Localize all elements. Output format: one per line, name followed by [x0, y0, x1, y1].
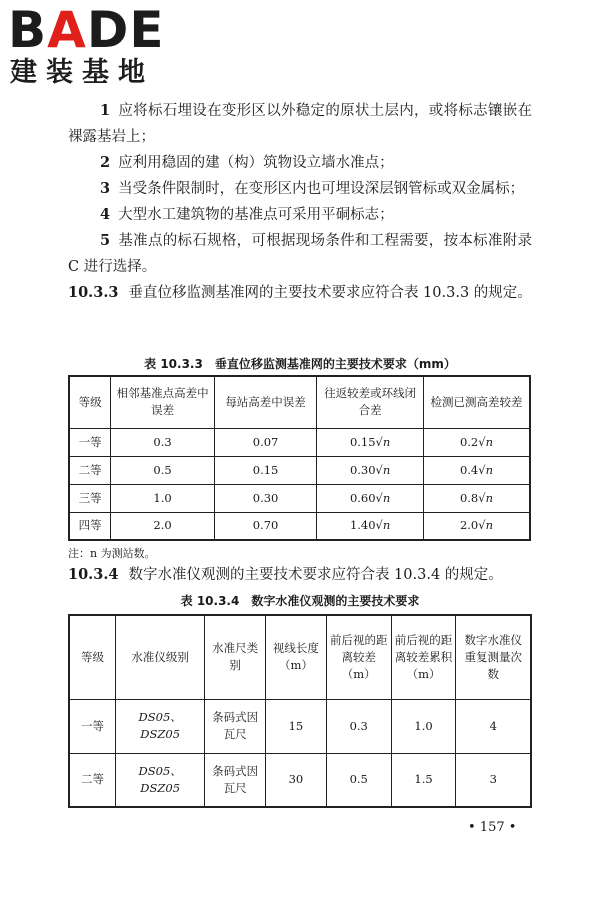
- table-cell: 0.8√n: [423, 484, 530, 512]
- table-cell: 1.0: [111, 484, 214, 512]
- table-10-3-4-caption: 表 10.3.4 数字水准仪观测的主要技术要求: [180, 594, 420, 608]
- table-row: [69, 512, 530, 540]
- list-item: 2 应利用稳固的建（构）筑物设立墙水准点；: [100, 154, 394, 171]
- table-header-cell: 数字水准仪重复测量次数: [456, 615, 531, 699]
- logo-subtitle: 建装基地: [10, 57, 154, 88]
- bade-logo: [8, 1, 183, 90]
- requirement-list: [68, 98, 532, 306]
- table-cell: 2.0: [111, 512, 214, 540]
- table-cell: 0.2√n: [423, 428, 530, 456]
- table-cell: 二等: [69, 456, 111, 484]
- logo-wordmark: BADE: [8, 1, 165, 59]
- table-cell: 1.40√n: [317, 512, 424, 540]
- table-cell: 0.30: [214, 484, 317, 512]
- table-note: 注：n 为测站数。: [68, 547, 156, 560]
- table-header-row: [69, 376, 530, 428]
- table-header-cell: 等级: [69, 376, 111, 428]
- table-cell: 0.3: [111, 428, 214, 456]
- table-cell: 0.30√n: [317, 456, 424, 484]
- table-cell: 1.0: [391, 699, 456, 753]
- table-cell: 一等: [69, 699, 116, 753]
- table-cell: 0.07: [214, 428, 317, 456]
- table-cell: 条码式因瓦尺: [205, 753, 266, 807]
- table-cell: 30: [266, 753, 327, 807]
- table-header-cell: 检测已测高差较差: [423, 376, 530, 428]
- clause-10-3-3: 10.3.3 垂直位移监测基准网的主要技术要求应符合表 10.3.3 的规定。: [68, 284, 532, 301]
- table-cell: 15: [266, 699, 327, 753]
- table-header-cell: 水准尺类别: [205, 615, 266, 699]
- table-cell: DS05、DSZ05: [116, 699, 205, 753]
- table-cell: 四等: [69, 512, 111, 540]
- table-header-cell: 视线长度（m）: [266, 615, 327, 699]
- table-cell: 一等: [69, 428, 111, 456]
- table-header-row: [69, 615, 531, 699]
- list-item: 3 当受条件限制时，在变形区内也可埋设深层钢管标或双金属标；: [100, 180, 525, 197]
- table-cell: DS05、DSZ05: [116, 753, 205, 807]
- table-cell: 0.5: [326, 753, 391, 807]
- table-header-cell: 相邻基准点高差中误差: [111, 376, 214, 428]
- table-cell: 条码式因瓦尺: [205, 699, 266, 753]
- table-cell: 0.5: [111, 456, 214, 484]
- list-item: 5 基准点的标石规格，可根据现场条件和工程需要，按本标准附录 C 进行选择。: [68, 232, 532, 275]
- table-header-cell: 前后视的距离较差（m）: [326, 615, 391, 699]
- table-row: [69, 699, 531, 753]
- table-10-3-3: [68, 375, 531, 541]
- table-cell: 0.15: [214, 456, 317, 484]
- table-10-3-3-caption: 表 10.3.3 垂直位移监测基准网的主要技术要求（mm）: [144, 357, 456, 371]
- table-header-cell: 每站高差中误差: [214, 376, 317, 428]
- page-number: • 157 •: [468, 820, 517, 835]
- clause-10-3-4-block: [68, 562, 532, 588]
- list-item: 1 应将标石埋设在变形区以外稳定的原状土层内，或将标志镶嵌在裸露基岩上；: [68, 102, 532, 145]
- table-cell: 三等: [69, 484, 111, 512]
- clause-10-3-4: 10.3.4 数字水准仪观测的主要技术要求应符合表 10.3.4 的规定。: [68, 566, 503, 583]
- table-cell: 0.3: [326, 699, 391, 753]
- table-header-cell: 前后视的距离较差累积（m）: [391, 615, 456, 699]
- table-cell: 二等: [69, 753, 116, 807]
- table-cell: 2.0√n: [423, 512, 530, 540]
- table-row: [69, 753, 531, 807]
- table-row: [69, 484, 530, 512]
- table-cell: 3: [456, 753, 531, 807]
- table-header-cell: 水准仪级别: [116, 615, 205, 699]
- table-cell: 4: [456, 699, 531, 753]
- table-10-3-4: [68, 614, 532, 808]
- table-header-cell: 往返较差或环线闭合差: [317, 376, 424, 428]
- table-cell: 0.15√n: [317, 428, 424, 456]
- table-cell: 0.70: [214, 512, 317, 540]
- table-header-cell: 等级: [69, 615, 116, 699]
- table-row: [69, 456, 530, 484]
- table-cell: 0.60√n: [317, 484, 424, 512]
- table-cell: 0.4√n: [423, 456, 530, 484]
- table-cell: 1.5: [391, 753, 456, 807]
- table-row: [69, 428, 530, 456]
- list-item: 4 大型水工建筑物的基准点可采用平硐标志；: [100, 206, 394, 223]
